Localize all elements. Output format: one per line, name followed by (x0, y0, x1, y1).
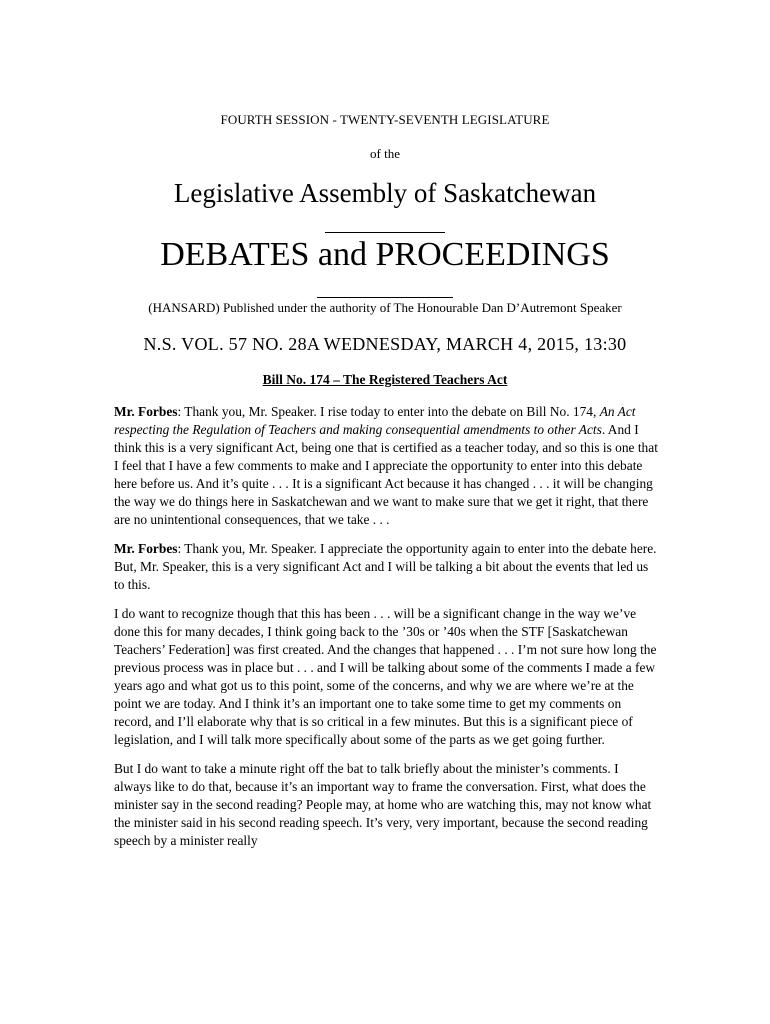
speaker-name: Mr. Forbes (114, 541, 178, 556)
session-line: FOURTH SESSION - TWENTY-SEVENTH LEGISLATURE (220, 112, 550, 127)
assembly-name: Legislative Assembly of Saskatchewan (173, 178, 597, 208)
bill-title-italic: An Act respecting the Regulation of Teachers and making consequential amendments to other Acts (114, 404, 636, 437)
of-the-line: of the (370, 146, 400, 161)
debate-body (114, 403, 659, 861)
hansard-line: (HANSARD) Published under the authority of The Honourable Dan D’Autremont Speaker (148, 300, 622, 315)
bill-heading: Bill No. 174 – The Registered Teachers Act (262, 372, 508, 387)
paragraph (114, 540, 659, 594)
paragraph: I do want to recognize though that this has been . . . will be a significant change in the way we’ve done this for many decades, I think going back to the ’30s or ’40s when the STF [Saskatchewan Teachers’ Federation] was first created. And the changes that happened . . . I’m not sure how long the previous process was in place but . . . and I will be talking about some of the comments I made a few years ago and what got us to this point, some of the concerns, and why we are where we’re at the point we are today. And I think it’s an important one to take some time to get my comments on record, and I’ll elaborate why that is so critical in a few minutes. But this is a significant piece of legislation, and I will talk more specifically about some of the parts as we get going further. (114, 606, 657, 747)
paragraph: But I do want to take a minute right off the bat to talk briefly about the minister’s comments. I always like to do that, because it’s an important way to frame the conversation. First, what does the minister say in the second reading? People may, at home who are watching this, may not know what the minister said in his second reading speech. It’s very, very important, because the second reading speech by a minister really (114, 761, 652, 848)
paragraph-text: . And I think this is a very significant Act, being one that is certified as a teacher today, and so this is one that I feel that I have a few comments to make and I appreciate the opportunity to enter into this debate here before us. And it’s quite . . . It is a significant Act because it has changed . . . it will be changing the way we do things here in Saskatchewan and we want to make sure that we get it right, that there are no unintentional consequences, that we take . . . (114, 422, 658, 527)
volume-line: N.S. VOL. 57 NO. 28A WEDNESDAY, MARCH 4, 2015, 13:30 (143, 334, 627, 354)
document-title: DEBATES and PROCEEDINGS (160, 236, 610, 273)
divider-rule (325, 232, 445, 233)
speaker-name: Mr. Forbes (114, 404, 178, 419)
paragraph (114, 403, 659, 529)
divider-rule (317, 297, 453, 298)
paragraph-text: : Thank you, Mr. Speaker. I rise today to enter into the debate on Bill No. 174, (177, 404, 600, 419)
paragraph-text: : Thank you, Mr. Speaker. I appreciate the opportunity again to enter into the debate here. But, Mr. Speaker, this is a very significant Act and I will be talking a bit about the events that led us to this. (114, 541, 657, 592)
